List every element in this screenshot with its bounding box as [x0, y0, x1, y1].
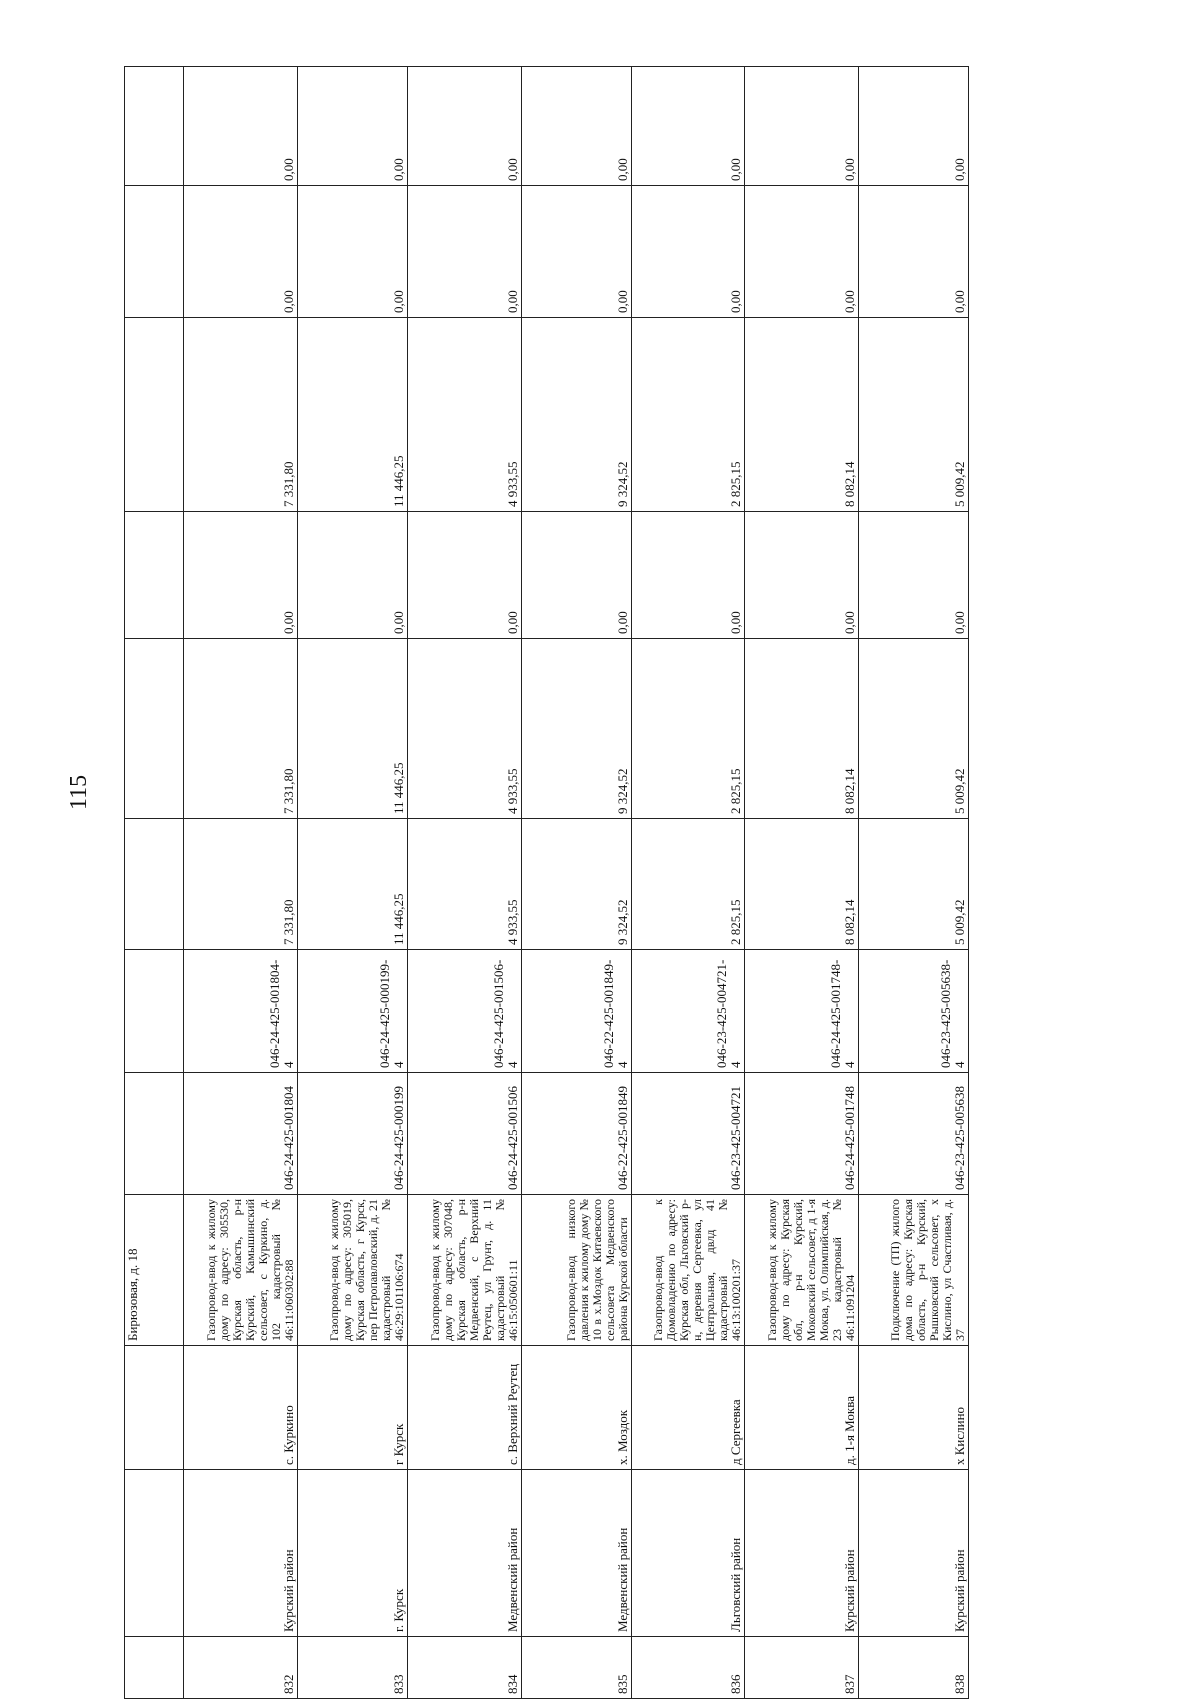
amount-3: 0,00: [745, 512, 859, 639]
row-number: 832: [184, 1637, 298, 1699]
locality-cell: с. Куркино: [184, 1346, 298, 1470]
amount-1: 7 331,80: [184, 819, 298, 950]
amount-6: 0,00: [631, 67, 745, 186]
amount-4: 8 082,14: [745, 318, 859, 512]
amount-1: 5 009,42: [858, 819, 968, 950]
registry-code: 046-24-425-001506: [407, 1073, 521, 1195]
amount-5: 0,00: [297, 186, 407, 318]
registry-code: 046-24-425-001748: [745, 1073, 859, 1195]
amount-2: 9 324,52: [521, 639, 631, 819]
locality-cell: х. Моздок: [521, 1346, 631, 1470]
object-description: Газопровод-ввод к жилому дому по адресу: 305019, Курская область, г Курск, пер Петропавловский, д. 21 кадастровый № 46:29:101106:674: [297, 1195, 407, 1346]
district-cell: Льговский район: [631, 1470, 745, 1637]
amount-1: 11 446,25: [297, 819, 407, 950]
amount-2: 8 082,14: [745, 639, 859, 819]
registry-subcode: 046-24-425-001748-4: [745, 950, 859, 1073]
amount-6: 0,00: [745, 67, 859, 186]
amount-1: 9 324,52: [521, 819, 631, 950]
registry-code: 046-24-425-001804: [184, 1073, 298, 1195]
amount-1: 4 933,55: [407, 819, 521, 950]
registry-code: 046-22-425-001849: [521, 1073, 631, 1195]
amount-6: 0,00: [858, 67, 968, 186]
registry-subcode: 046-22-425-001849-4: [521, 950, 631, 1073]
table-row: [184, 67, 298, 1699]
locality-cell: д Сергеевка: [631, 1346, 745, 1470]
object-description: Газопровод-ввод к жилому дому по адресу: 307048, Курская область, р-н Медвенский, с Верхний Реутец, ул Грунт, д. 11 кадастровый № 46:15:050601:11: [407, 1195, 521, 1346]
table-row: [297, 67, 407, 1699]
continuation-text: Бирюзовая, д. 18: [125, 1195, 184, 1346]
amount-2: 7 331,80: [184, 639, 298, 819]
row-number: 838: [858, 1637, 968, 1699]
locality-cell: х Кислино: [858, 1346, 968, 1470]
registry-code: 046-23-425-005638: [858, 1073, 968, 1195]
amount-5: 0,00: [184, 186, 298, 318]
object-description: Газопровод-ввод к Домовладению по адресу: Курская обл, Льговский р-н, деревня Сергеевка, ул Центральная, двлд 41 кадастровый № 46:13:100201:37: [631, 1195, 745, 1346]
amount-5: 0,00: [745, 186, 859, 318]
object-description: Подключение (ТП) жилого дома по адресу: Курская область, р-н Курский, Рышковский сельсовет, х Кислино, ул Счастливая, д. 37: [858, 1195, 968, 1346]
registry-code: 046-23-425-004721: [631, 1073, 745, 1195]
row-number: 836: [631, 1637, 745, 1699]
amount-4: 11 446,25: [297, 318, 407, 512]
row-number: 833: [297, 1637, 407, 1699]
amount-5: 0,00: [858, 186, 968, 318]
row-number: 835: [521, 1637, 631, 1699]
table-row: [407, 67, 521, 1699]
amount-3: 0,00: [297, 512, 407, 639]
amount-3: 0,00: [858, 512, 968, 639]
amount-1: 2 825,15: [631, 819, 745, 950]
amount-4: 7 331,80: [184, 318, 298, 512]
amount-5: 0,00: [631, 186, 745, 318]
table-row: [631, 67, 745, 1699]
amount-5: 0,00: [521, 186, 631, 318]
amount-6: 0,00: [297, 67, 407, 186]
objects-table: [124, 66, 969, 1699]
locality-cell: д. 1-я Моква: [745, 1346, 859, 1470]
rotated-table-wrapper: [124, 67, 969, 1699]
district-cell: Курский район: [858, 1470, 968, 1637]
amount-4: 5 009,42: [858, 318, 968, 512]
continuation-row: [125, 67, 184, 1699]
district-cell: Курский район: [184, 1470, 298, 1637]
registry-subcode: 046-24-425-001506-4: [407, 950, 521, 1073]
table-row: [858, 67, 968, 1699]
amount-3: 0,00: [184, 512, 298, 639]
amount-6: 0,00: [521, 67, 631, 186]
amount-2: 2 825,15: [631, 639, 745, 819]
registry-subcode: 046-23-425-005638-4: [858, 950, 968, 1073]
object-description: Газопровод-ввод к жилому дому по адресу: 305530, Курская область, р-н Курский, Камышинский сельсовет, с Куркино, д. 102 кадастровый № 46:11:060302:88: [184, 1195, 298, 1346]
amount-4: 2 825,15: [631, 318, 745, 512]
district-cell: Медвенский район: [521, 1470, 631, 1637]
amount-3: 0,00: [407, 512, 521, 639]
table-row: [745, 67, 859, 1699]
district-cell: Медвенский район: [407, 1470, 521, 1637]
registry-subcode: 046-24-425-001804-4: [184, 950, 298, 1073]
amount-3: 0,00: [631, 512, 745, 639]
registry-subcode: 046-23-425-004721-4: [631, 950, 745, 1073]
row-number: 837: [745, 1637, 859, 1699]
locality-cell: с. Верхний Реутец: [407, 1346, 521, 1470]
district-cell: Курский район: [745, 1470, 859, 1637]
page-number: 115: [66, 774, 92, 810]
object-description: Газопровод-ввод низкого давления к жилому дому № 10 в х.Моздок Китаевского сельсовета Медвенского района Курской области: [521, 1195, 631, 1346]
amount-6: 0,00: [184, 67, 298, 186]
amount-2: 5 009,42: [858, 639, 968, 819]
amount-4: 9 324,52: [521, 318, 631, 512]
amount-5: 0,00: [407, 186, 521, 318]
object-description: Газопровод-ввод к жилому дому по адресу: Курская обл, р-н Курский, Моковский сельсовет, д 1-я Моква, ул. Олимпийская, д. 23 кадастровый № 46:11:091204: [745, 1195, 859, 1346]
amount-2: 11 446,25: [297, 639, 407, 819]
amount-6: 0,00: [407, 67, 521, 186]
row-number: 834: [407, 1637, 521, 1699]
amount-1: 8 082,14: [745, 819, 859, 950]
district-cell: г. Курск: [297, 1470, 407, 1637]
locality-cell: г Курск: [297, 1346, 407, 1470]
registry-subcode: 046-24-425-000199-4: [297, 950, 407, 1073]
amount-4: 4 933,55: [407, 318, 521, 512]
amount-3: 0,00: [521, 512, 631, 639]
amount-2: 4 933,55: [407, 639, 521, 819]
registry-code: 046-24-425-000199: [297, 1073, 407, 1195]
table-row: [521, 67, 631, 1699]
